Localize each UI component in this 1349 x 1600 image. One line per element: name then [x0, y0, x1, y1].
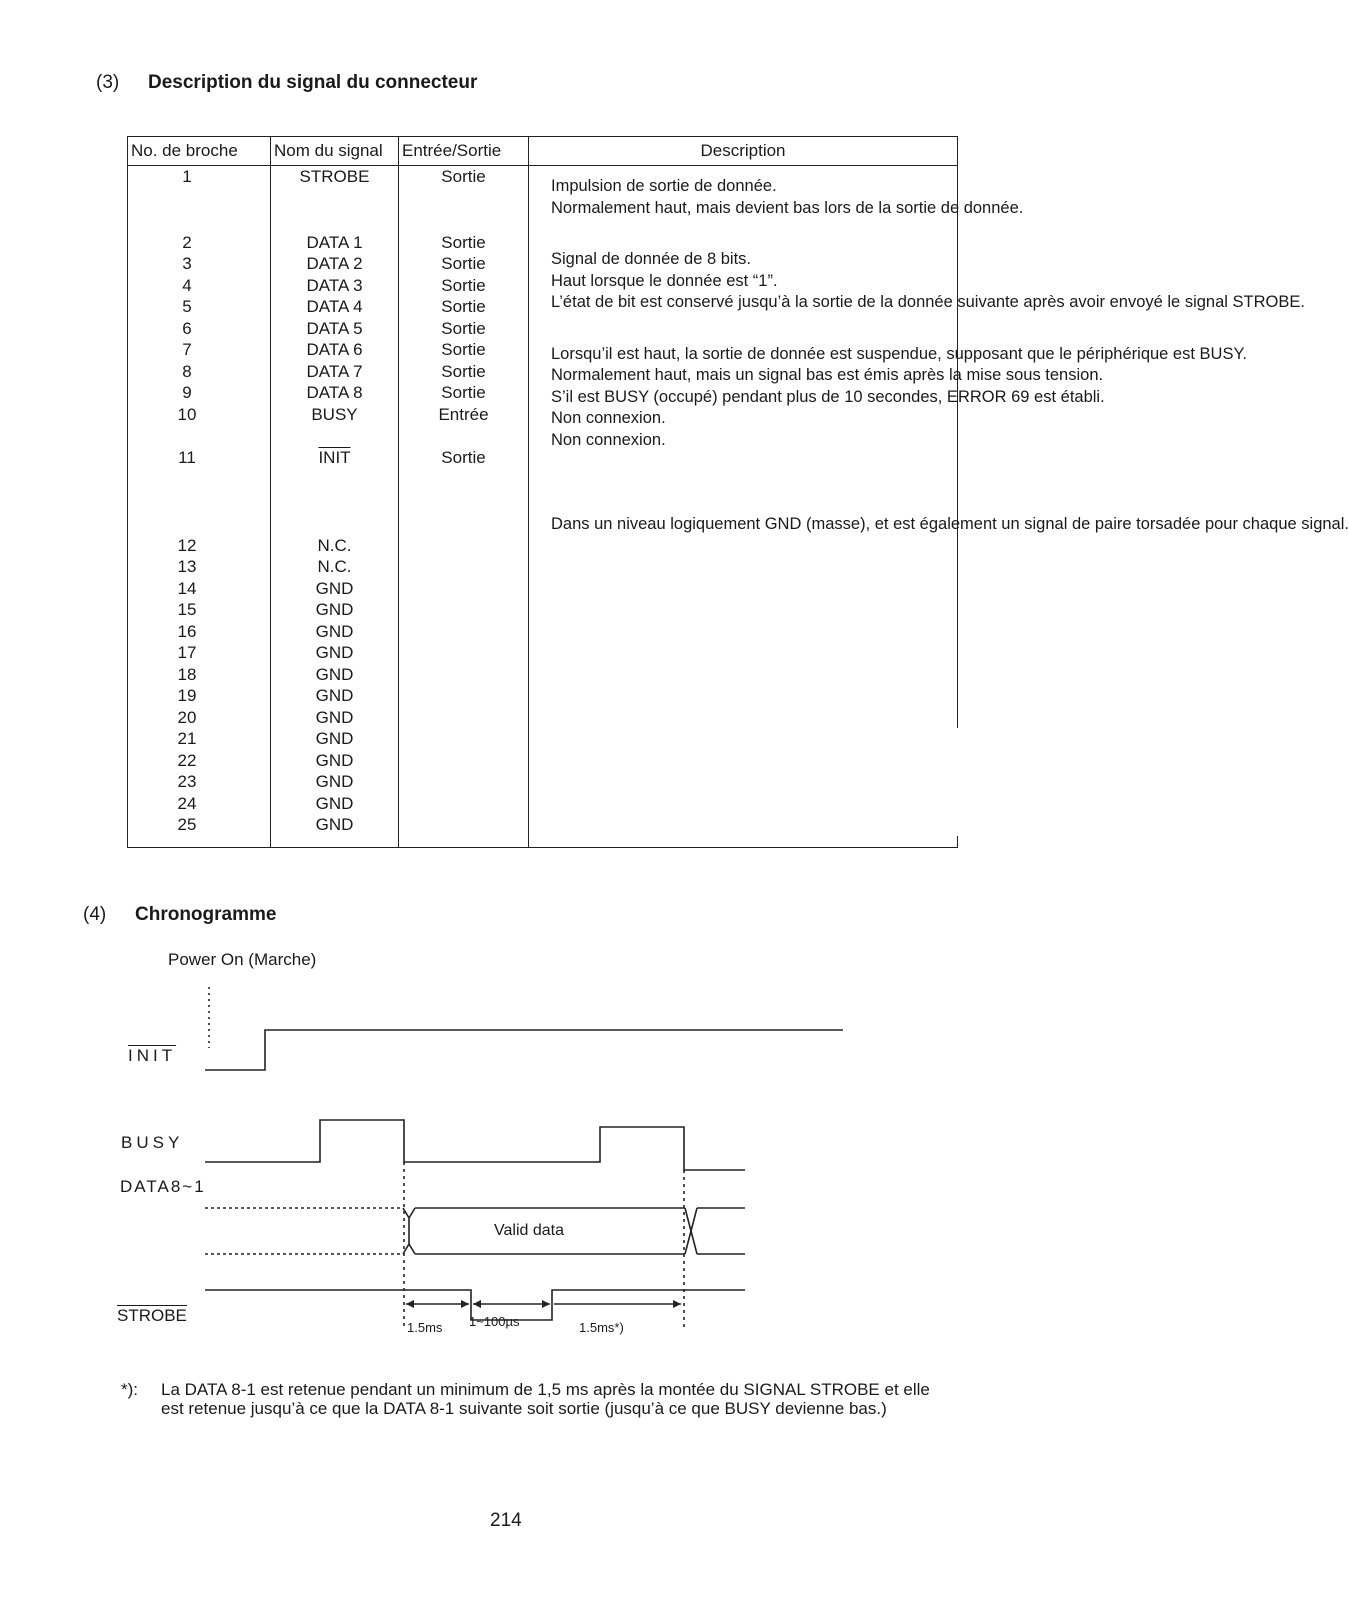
section-4-title: Chronogramme [135, 904, 277, 925]
pin-number: 21 [128, 728, 271, 750]
signal-name: DATA 3 [271, 275, 399, 297]
signal-direction: Entrée [399, 404, 529, 426]
arrowhead [461, 1300, 469, 1308]
pin-number: 8 [128, 361, 271, 383]
pin-number: 5 [128, 296, 271, 318]
signal-name: INIT [271, 447, 399, 469]
pin-number: 18 [128, 664, 271, 686]
power-on-label: Power On (Marche) [168, 950, 317, 969]
signal-name: DATA 8 [271, 382, 399, 404]
arrowhead [473, 1300, 481, 1308]
arrowhead [542, 1300, 550, 1308]
pin-number: 17 [128, 642, 271, 664]
signal-direction: Sortie [399, 318, 529, 340]
page-number: 214 [490, 1510, 522, 1531]
pin-number: 19 [128, 685, 271, 707]
signal-name: GND [271, 664, 399, 686]
header-signal-name: Nom du signal [271, 137, 399, 166]
signal-name: GND [271, 642, 399, 664]
signal-name: DATA 1 [271, 232, 399, 254]
description-line: Lorsqu’il est haut, la sortie de donnée est suspendue, supposant que le périphérique est BUSY. [551, 344, 1247, 363]
description-line: Normalement haut, mais un signal bas est émis après la mise sous tension. [551, 366, 1104, 384]
signal-name: N.C. [271, 556, 399, 578]
valid-data-label: Valid data [494, 1222, 564, 1239]
pin-number: 4 [128, 275, 271, 297]
signal-direction: Sortie [399, 253, 529, 275]
signal-direction: Sortie [399, 382, 529, 404]
pin-number: 2 [128, 232, 271, 254]
signal-name: GND [271, 599, 399, 621]
pin-number: 23 [128, 771, 271, 793]
signal-name: DATA 6 [271, 339, 399, 361]
data-waveform-transition [409, 1208, 415, 1218]
signal-name: GND [271, 578, 399, 600]
pin-number: 13 [128, 556, 271, 578]
data-label: DATA8~1 [120, 1177, 206, 1196]
data-waveform-transition [409, 1244, 415, 1254]
description-line: S’il est BUSY (occupé) pendant plus de 10 secondes, ERROR 69 est établi. [551, 387, 1105, 406]
signal-name: DATA 4 [271, 296, 399, 318]
description-line: Non connexion. [551, 430, 666, 449]
signal-name: GND [271, 771, 399, 793]
pin-number: 12 [128, 535, 271, 557]
init-waveform [205, 1030, 843, 1070]
setup-time-label: 1.5ms [407, 1320, 443, 1335]
header-direction: Entrée/Sortie [399, 137, 529, 166]
pin-number: 24 [128, 793, 271, 815]
pin-number: 16 [128, 621, 271, 643]
pin-number: 1 [128, 166, 271, 188]
signal-direction: Sortie [399, 296, 529, 318]
pin-number: 9 [128, 382, 271, 404]
description-line: Normalement haut, mais devient bas lors de la sortie de donnée. [551, 198, 1024, 217]
signal-direction: Sortie [399, 275, 529, 297]
pin-number: 6 [128, 318, 271, 340]
signal-name: DATA 5 [271, 318, 399, 340]
pin-number: 20 [128, 707, 271, 729]
signal-name: BUSY [271, 404, 399, 426]
description-line: Impulsion de sortie de donnée. [551, 177, 777, 195]
signal-name: GND [271, 750, 399, 772]
footnote-mark: *): [121, 1380, 138, 1399]
description-line: L’état de bit est conservé jusqu’à la sortie de la donnée suivante après avoir envoyé le signal STROBE. [551, 293, 1305, 311]
pin-number: 10 [128, 404, 271, 426]
signal-name: GND [271, 793, 399, 815]
signal-direction: Sortie [399, 232, 529, 254]
pin-number: 22 [128, 750, 271, 772]
busy-label: BUSY [121, 1133, 184, 1152]
signal-direction: Sortie [399, 447, 529, 469]
init-label: INIT [128, 1046, 177, 1065]
signal-name: N.C. [271, 535, 399, 557]
pin-number: 14 [128, 578, 271, 600]
signal-name: GND [271, 621, 399, 643]
pin-number: 3 [128, 253, 271, 275]
arrowhead [673, 1300, 681, 1308]
description-line: Signal de donnée de 8 bits. [551, 250, 751, 268]
section-3-title: Description du signal du connecteur [148, 72, 478, 93]
header-pin-number: No. de broche [128, 137, 271, 166]
signal-name: DATA 7 [271, 361, 399, 383]
description-line: Dans un niveau logiquement GND (masse), et est également un signal de paire torsadée pour chaque signal. [551, 515, 1349, 533]
pulse-width-label: 1~100µs [469, 1314, 520, 1329]
pin-number: 7 [128, 339, 271, 361]
description-line: Haut lorsque le donnée est “1”. [551, 271, 778, 290]
signal-name: DATA 2 [271, 253, 399, 275]
strobe-label: STROBE [117, 1306, 187, 1325]
signal-name: GND [271, 707, 399, 729]
signal-direction: Sortie [399, 361, 529, 383]
signal-direction: Sortie [399, 339, 529, 361]
signal-name: GND [271, 814, 399, 836]
signal-direction: Sortie [399, 166, 529, 188]
section-3-number: (3) [96, 72, 120, 93]
pin-number: 15 [128, 599, 271, 621]
signal-name: GND [271, 685, 399, 707]
arrowhead [406, 1300, 414, 1308]
hold-time-label: 1.5ms*) [579, 1320, 624, 1335]
pin-number: 11 [128, 447, 271, 469]
header-description: Description [529, 137, 958, 166]
signal-name: STROBE [271, 166, 399, 188]
footnote-text: La DATA 8-1 est retenue pendant un minimum de 1,5 ms après la montée du SIGNAL STROBE et elle est retenue jusqu’à ce que la DATA 8-1 suivante soit sortie (jusqu’à ce que BUSY devienne bas.) [161, 1380, 930, 1418]
busy-waveform [205, 1120, 745, 1170]
pin-number: 25 [128, 814, 271, 836]
footnote [121, 1380, 951, 1418]
signal-name: GND [271, 728, 399, 750]
description-line: Non connexion. [551, 409, 666, 427]
section-4-number: (4) [83, 904, 107, 925]
